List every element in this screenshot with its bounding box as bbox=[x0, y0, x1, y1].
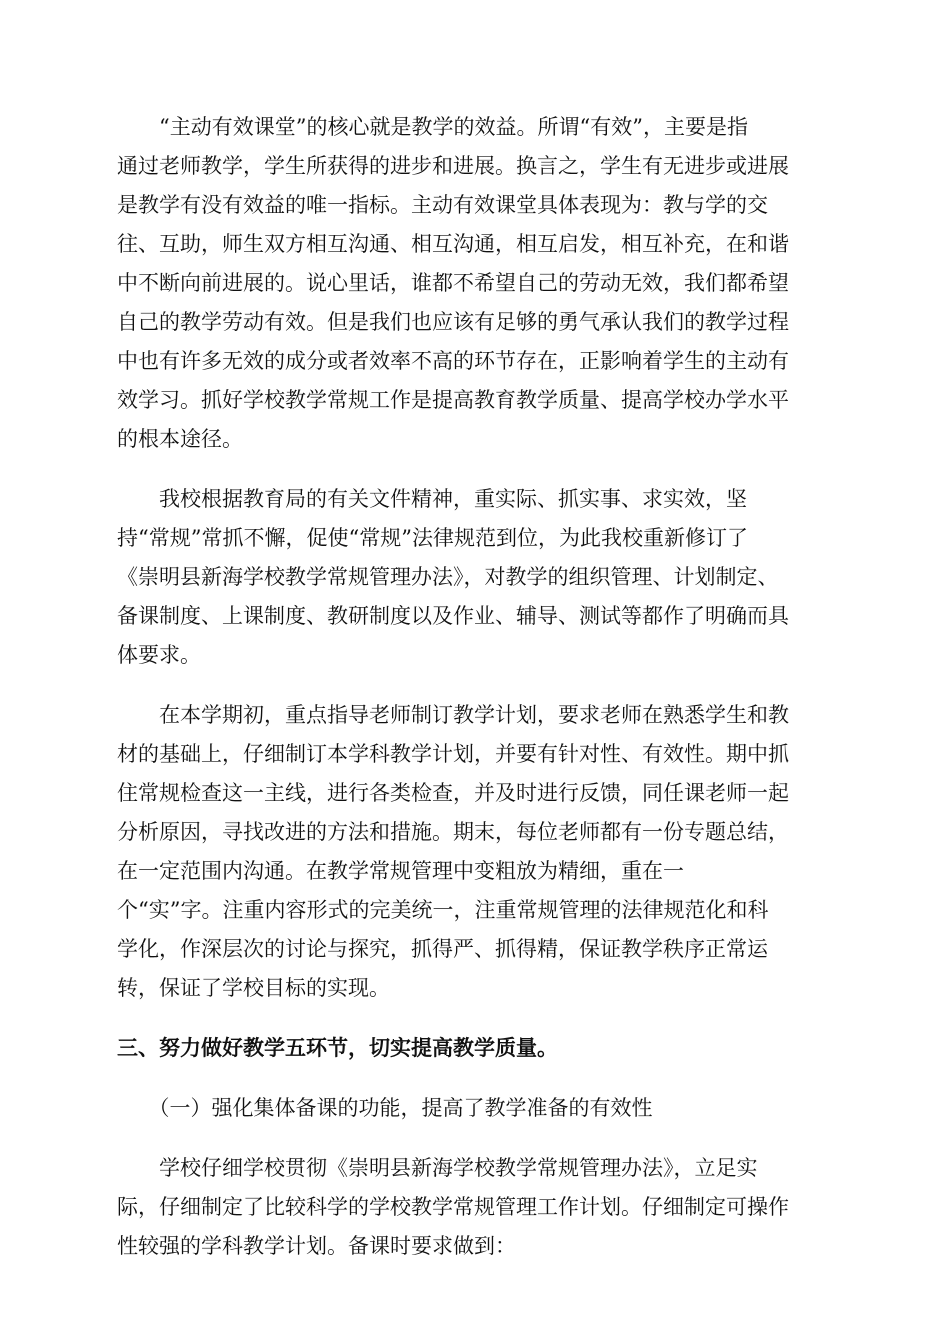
paragraph-effective-classroom bbox=[117, 108, 837, 459]
text-line: 中也有许多无效的成分或者效率不高的环节存在，正影响着学生的主动有 bbox=[117, 349, 789, 373]
paragraph-lesson-prep bbox=[117, 1149, 837, 1266]
text-line: 在本学期初，重点指导老师制订教学计划，要求老师在熟悉学生和教 bbox=[117, 703, 789, 727]
text-line: 中不断向前进展的。说心里话，谁都不希望自己的劳动无效，我们都希望 bbox=[117, 271, 789, 295]
paragraph-routine-management bbox=[117, 480, 837, 675]
paragraph-gap bbox=[117, 1008, 837, 1029]
section-heading: 三、努力做好教学五环节，切实提高教学质量。 bbox=[117, 1036, 558, 1060]
text-line: “主动有效课堂”的核心就是教学的效益。所谓“有效”，主要是指 bbox=[117, 115, 748, 139]
text-line: 性较强的学科教学计划。备课时要求做到： bbox=[117, 1234, 516, 1258]
text-line: 在一定范围内沟通。在教学常规管理中变粗放为精细，重在一 bbox=[117, 859, 684, 883]
text-line: 往、互助，师生双方相互沟通、相互沟通，相互启发，相互补充，在和谐 bbox=[117, 232, 789, 256]
paragraph-gap bbox=[117, 1068, 837, 1089]
text-line: 体要求。 bbox=[117, 643, 201, 667]
text-line: 个“实”字。注重内容形式的完美统一，注重常规管理的法律规范化和科 bbox=[117, 898, 769, 922]
text-line: 材的基础上，仔细制订本学科教学计划，并要有针对性、有效性。期中抓 bbox=[117, 742, 789, 766]
text-line: 转，保证了学校目标的实现。 bbox=[117, 976, 390, 1000]
text-line: 分析原因，寻找改进的方法和措施。期末，每位老师都有一份专题总结， bbox=[117, 820, 789, 844]
text-line: 是教学有没有效益的唯一指标。主动有效课堂具体表现为：教与学的交 bbox=[117, 193, 768, 217]
paragraph-gap bbox=[117, 675, 837, 696]
text-line: 《崇明县新海学校教学常规管理办法》，对教学的组织管理、计划制定、 bbox=[117, 565, 779, 589]
text-line: 学化，作深层次的讨论与探究，抓得严、抓得精，保证教学秩序正常运 bbox=[117, 937, 768, 961]
text-line: 我校根据教育局的有关文件精神，重实际、抓实事、求实效，坚 bbox=[117, 487, 747, 511]
paragraph-gap bbox=[117, 459, 837, 480]
text-line: 自己的教学劳动有效。但是我们也应该有足够的勇气承认我们的教学过程 bbox=[117, 310, 789, 334]
text-line: 的根本途径。 bbox=[117, 427, 243, 451]
text-line: 通过老师教学，学生所获得的进步和进展。换言之，学生有无进步或进展 bbox=[117, 154, 789, 178]
text-line: 际，仔细制定了比较科学的学校教学常规管理工作计划。仔细制定可操作 bbox=[117, 1195, 789, 1219]
paragraph-gap bbox=[117, 1128, 837, 1149]
text-line: 持“常规”常抓不懈，促使“常规”法律规范到位，为此我校重新修订了 bbox=[117, 526, 748, 550]
section-subheading: （一）强化集体备课的功能，提高了教学准备的有效性 bbox=[117, 1096, 653, 1120]
text-line: 备课制度、上课制度、教研制度以及作业、辅导、测试等都作了明确而具 bbox=[117, 604, 789, 628]
paragraph-term-planning bbox=[117, 696, 837, 1008]
text-line: 效学习。抓好学校教学常规工作是提高教育教学质量、提高学校办学水平 bbox=[117, 388, 789, 412]
text-line: 住常规检查这一主线，进行各类检查，并及时进行反馈，同任课老师一起 bbox=[117, 781, 789, 805]
document-page bbox=[117, 108, 837, 1266]
text-line: 学校仔细学校贯彻《崇明县新海学校教学常规管理办法》，立足实 bbox=[117, 1156, 758, 1180]
